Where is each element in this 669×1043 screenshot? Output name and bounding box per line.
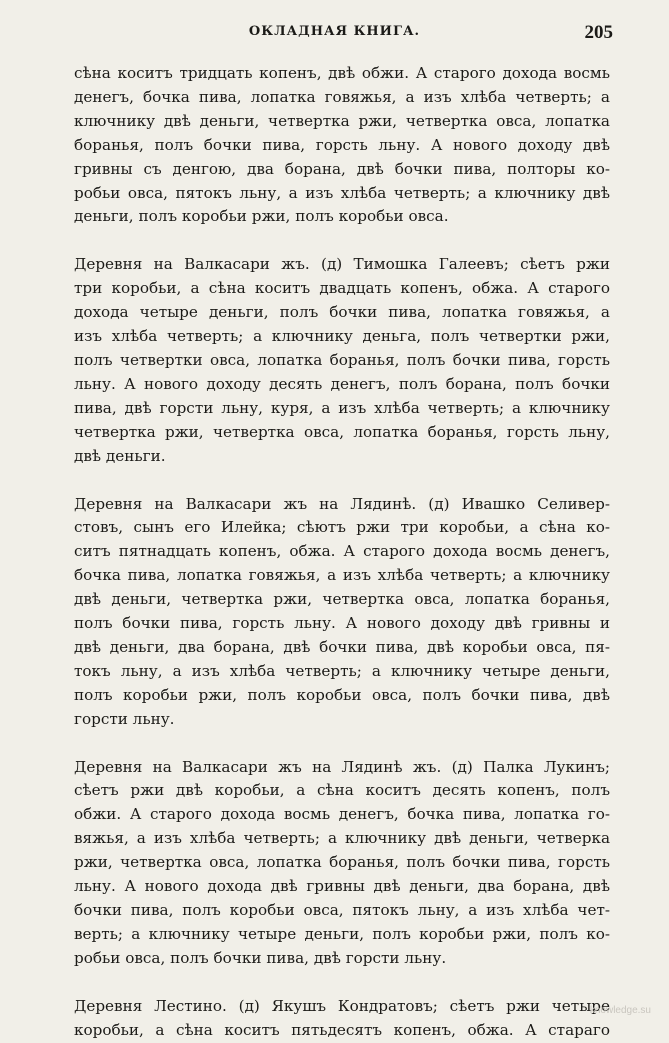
text-line: Деревня на Валкасари жъ на Лядинѣ жъ. (д) Палка Лукинъ;	[74, 757, 610, 776]
text-line: верть; а ключнику четыре деньги, полъ коробьи ржи, полъ ко-	[74, 924, 610, 943]
text-line: четвертка ржи, четвертка овса, лопатка боранья, горсть льну,	[74, 422, 610, 441]
text-line: три коробьи, а сѣна коситъ двадцать копенъ, обжа. А старого	[74, 279, 610, 298]
text-line: Деревня на Валкасари жъ на Лядинѣ. (д) Ивашко Селивер-	[74, 494, 610, 513]
text-line: сѣна коситъ тридцать копенъ, двѣ обжи. А старого дохода восмь	[74, 64, 610, 82]
paragraph	[74, 756, 610, 971]
running-header	[0, 22, 669, 46]
watermark: knowledge.su	[589, 1005, 651, 1016]
text-line: денегъ, бочка пива, лопатка говяжья, а изъ хлѣба четверть; а	[74, 87, 610, 106]
text-line: бочка пива, лопатка говяжья, а изъ хлѣба четверть; а ключнику	[74, 566, 610, 585]
text-line: робьи овса, пятокъ льну, а изъ хлѣба четверть; а ключнику двѣ	[74, 183, 610, 202]
text-line: полъ четвертки овса, лопатка боранья, полъ бочки пива, горсть	[74, 350, 610, 369]
text-line: двѣ деньги, два борана, двѣ бочки пива, двѣ коробьи овса, пя-	[74, 637, 610, 656]
text-line: полъ коробьи ржи, полъ коробьи овса, полъ бочки пива, двѣ	[74, 685, 610, 704]
text-line: деньги, полъ коробьи ржи, полъ коробьи овса.	[74, 207, 449, 226]
paragraph	[74, 493, 610, 732]
body-text	[74, 62, 610, 1043]
text-line: Деревня на Валкасари жъ. (д) Тимошка Галеевъ; сѣетъ ржи	[74, 255, 610, 274]
text-line: боранья, полъ бочки пива, горсть льну. А нового доходу двѣ	[74, 135, 610, 154]
text-line: льну. А нового дохода двѣ гривны двѣ деньги, два борана, двѣ	[74, 877, 610, 896]
text-line: Деревня Лестино. (д) Якушъ Кондратовъ; сѣетъ ржи четыре	[74, 996, 610, 1015]
text-line: вяжья, а изъ хлѣба четверть; а ключнику двѣ деньги, четверка	[74, 829, 610, 848]
text-line: робьи овса, полъ бочки пива, двѣ горсти льну.	[74, 948, 447, 967]
text-line: пива, двѣ горсти льну, куря, а изъ хлѣба четверть; а ключнику	[74, 398, 610, 417]
text-line: гривны съ денгою, два борана, двѣ бочки пива, полторы ко-	[74, 159, 610, 178]
page-number: 205	[584, 22, 613, 43]
text-line: изъ хлѣба четверть; а ключнику деньга, полъ четвертки ржи,	[74, 327, 610, 346]
paragraph-gap	[74, 732, 610, 756]
text-line: обжи. А старого дохода восмь денегъ, бочка пива, лопатка го-	[74, 805, 610, 824]
text-line: полъ бочки пива, горсть льну. А нового доходу двѣ гривны и	[74, 614, 610, 633]
text-line: льну. А нового доходу десять денегъ, полъ борана, полъ бочки	[74, 374, 610, 393]
paragraph-gap	[74, 229, 610, 253]
text-line: коробьи, а сѣна коситъ пятьдесятъ копенъ, обжа. А стараго	[74, 1020, 610, 1039]
text-line: бочки пива, полъ коробьи овса, пятокъ льну, а изъ хлѣба чет-	[74, 901, 610, 919]
text-line: сѣетъ ржи двѣ коробьи, а сѣна коситъ десять копенъ, полъ	[74, 781, 610, 800]
paragraph	[74, 253, 610, 468]
text-line: токъ льну, а изъ хлѣба четверть; а ключнику четыре деньги,	[74, 661, 610, 680]
paragraph-gap	[74, 469, 610, 493]
text-line: ситъ пятнадцать копенъ, обжа. А старого дохода восмь денегъ,	[74, 542, 610, 561]
text-line: ржи, четвертка овса, лопатка боранья, полъ бочки пива, горсть	[74, 853, 610, 872]
paragraph	[74, 62, 610, 229]
paragraph-gap	[74, 971, 610, 995]
text-line: двѣ деньги.	[74, 446, 166, 465]
text-line: горсти льну.	[74, 709, 175, 728]
text-line: стовъ, сынъ его Илейка; сѣютъ ржи три коробьи, а сѣна ко-	[74, 518, 610, 537]
text-line: ключнику двѣ деньги, четвертка ржи, четвертка овса, лопатка	[74, 111, 610, 130]
text-line: двѣ деньги, четвертка ржи, четвертка овса, лопатка боранья,	[74, 590, 610, 609]
running-title: ОКЛАДНАЯ КНИГА.	[248, 24, 421, 39]
paragraph	[74, 995, 610, 1043]
text-line: дохода четыре деньги, полъ бочки пива, лопатка говяжья, а	[74, 303, 610, 322]
